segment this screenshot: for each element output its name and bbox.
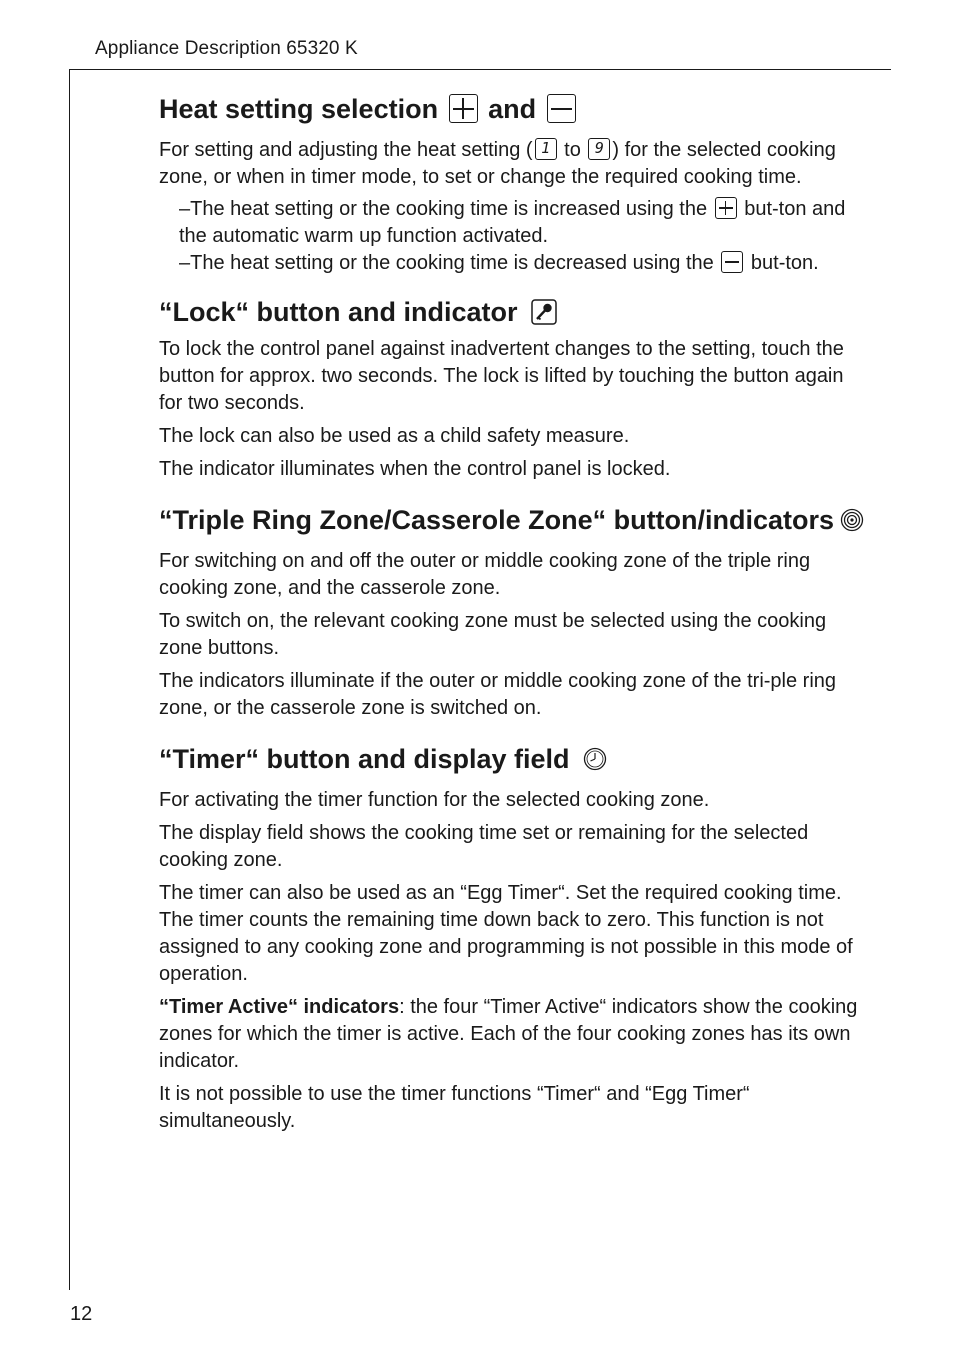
heat-setting-heading [159, 92, 869, 127]
plus-icon [715, 197, 737, 219]
heat-body-a: For setting and adjusting the heat setting ( [159, 139, 533, 162]
lock-paragraph-1: To lock the control panel against inadvertent changes to the setting, touch the button for approx. two seconds. The lock is lifted by touching the button again for two seconds. [159, 338, 844, 415]
digit-one-icon: 1 [535, 138, 557, 160]
heat-setting-body [159, 137, 869, 191]
timer-paragraph-2: The display field shows the cooking time set or remaining for the selected cooking zone. [159, 822, 809, 872]
heat-increase-note [159, 196, 869, 250]
heat-body-b: ) for the selected cooking zone, or when in timer mode, to set or change the required cooking time. [159, 139, 836, 189]
heat-title-and: and [488, 94, 537, 124]
timer-paragraph-5: It is not possible to use the timer functions “Timer“ and “Egg Timer“ simultaneously. [159, 1083, 750, 1133]
triple-paragraph-2: To switch on, the relevant cooking zone must be selected using the cooking zone buttons. [159, 610, 827, 660]
lock-paragraph-2: The lock can also be used as a child safety measure. [159, 425, 630, 448]
triple-ring-heading [159, 503, 869, 538]
page-content [159, 92, 869, 1135]
decrease-text-b: but-ton. [750, 252, 819, 275]
timer-active-label: “Timer Active“ indicators [159, 996, 400, 1019]
timer-title-text: “Timer“ button and display field [159, 744, 570, 775]
header-rule [69, 69, 891, 70]
timer-paragraph-3: The timer can also be used as an “Egg Timer“. Set the required cooking time. The timer counts the remaining time down back to zero. This function is not assigned to any cooking zone and programming is not possible in this mode of operation. [159, 882, 853, 986]
page-number: 12 [70, 1303, 93, 1325]
timer-heading [159, 742, 869, 777]
timer-paragraph-4 [159, 994, 869, 1075]
lock-heading [159, 295, 869, 330]
margin-rule [69, 69, 70, 1290]
key-icon [531, 299, 557, 325]
heat-body-to: to [564, 139, 581, 162]
increase-text-b: but-ton and the automatic warm up function activated. [179, 198, 846, 248]
clock-icon [583, 747, 607, 771]
lock-title-text: “Lock“ button and indicator [159, 297, 518, 328]
heat-decrease-note [159, 250, 869, 277]
timer-paragraph-1: For activating the timer function for the selected cooking zone. [159, 789, 710, 812]
decrease-text-a: –The heat setting or the cooking time is decreased using the [179, 252, 714, 275]
digit-nine-icon: 9 [588, 138, 610, 160]
heat-title-text: Heat setting selection [159, 94, 439, 124]
lock-paragraph-3: The indicator illuminates when the control panel is locked. [159, 458, 671, 481]
timer-active-text: : the four “Timer Active“ indicators show the cooking zones for which the timer is active. Each of the four cooking zones has its own indicator. [159, 996, 858, 1073]
plus-icon [449, 94, 478, 123]
triple-title-text: “Triple Ring Zone/Casserole Zone“ button/indicators [159, 505, 835, 536]
triple-paragraph-3: The indicators illuminate if the outer or middle cooking zone of the tri-ple ring zone, or the casserole zone is switched on. [159, 670, 837, 720]
increase-text-a: –The heat setting or the cooking time is increased using the [179, 198, 708, 221]
triple-ring-icon [840, 508, 864, 532]
running-header: Appliance Description 65320 K [95, 38, 358, 59]
minus-icon [547, 94, 576, 123]
triple-paragraph-1: For switching on and off the outer or middle cooking zone of the triple ring cooking zone, and the casserole zone. [159, 550, 811, 600]
minus-icon [721, 251, 743, 273]
